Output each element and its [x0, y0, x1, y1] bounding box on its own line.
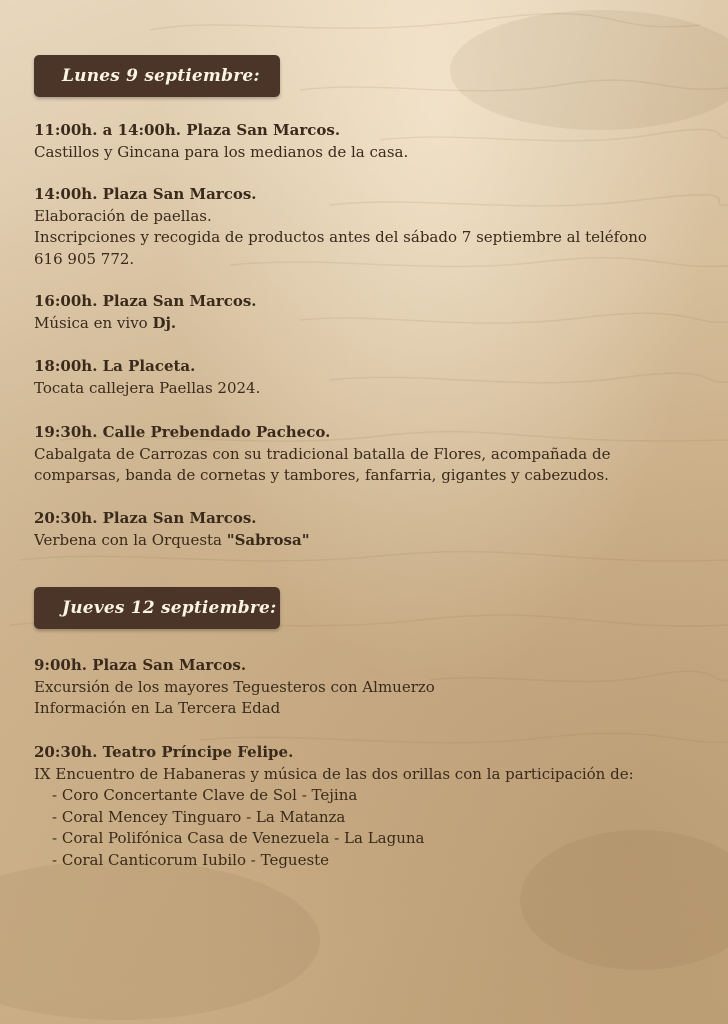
- event-time: 11:00h. a 14:00h. Plaza San Marcos.: [34, 121, 341, 139]
- event-description: Elaboración de paellas.: [34, 206, 212, 225]
- day-header-jueves: [34, 587, 280, 629]
- event-time: 20:30h. Plaza San Marcos.: [34, 509, 257, 527]
- event-item: [34, 184, 694, 270]
- day-header-label: Lunes 9 septiembre:: [62, 66, 260, 86]
- event-time: 9:00h. Plaza San Marcos.: [34, 656, 247, 674]
- event-description: [34, 530, 694, 552]
- event-item: [34, 655, 694, 720]
- event-description: Castillos y Gincana para los medianos de la casa.: [34, 142, 409, 161]
- event-description: IX Encuentro de Habaneras y música de las dos orillas con la participación de:: [34, 764, 634, 783]
- event-description: Inscripciones y recogida de productos antes del sábado 7 septiembre al teléfono: [34, 228, 647, 246]
- event-time: 19:30h. Calle Prebendado Pacheco.: [34, 423, 331, 441]
- list-item: - Coro Concertante Clave de Sol - Tejina: [52, 786, 358, 804]
- event-item: [34, 508, 694, 551]
- event-item: [34, 356, 694, 399]
- event-description: Cabalgata de Carrozas con su tradicional batalla de Flores, acompañada de: [34, 444, 611, 463]
- event-description: [34, 313, 694, 335]
- event-description: Excursión de los mayores Teguesteros con Almuerzo: [34, 677, 435, 696]
- list-item: - Coral Polifónica Casa de Venezuela - La Laguna: [52, 829, 425, 847]
- event-description: 616 905 772.: [34, 249, 135, 268]
- event-description-text: Verbena con la Orquesta: [34, 530, 227, 549]
- event-description-bold: Dj.: [152, 313, 177, 332]
- event-item: [34, 422, 694, 487]
- event-item: [34, 742, 694, 871]
- event-time: 14:00h. Plaza San Marcos.: [34, 185, 257, 203]
- event-description: Tocata callejera Paellas 2024.: [34, 378, 261, 397]
- event-time: 18:00h. La Placeta.: [34, 357, 196, 375]
- event-description: comparsas, banda de cornetas y tambores, fanfarria, gigantes y cabezudos.: [34, 466, 609, 484]
- event-item: [34, 291, 694, 334]
- event-time: 20:30h. Teatro Príncipe Felipe.: [34, 743, 294, 761]
- event-description: Información en La Tercera Edad: [34, 699, 281, 717]
- event-time: 16:00h. Plaza San Marcos.: [34, 292, 257, 310]
- event-description-text: Música en vivo: [34, 313, 153, 332]
- day-header-lunes: [34, 55, 280, 97]
- event-item: [34, 120, 694, 163]
- list-item: - Coral Mencey Tinguaro - La Matanza: [52, 807, 346, 826]
- list-item: - Coral Canticorum Iubilo - Tegueste: [52, 850, 330, 869]
- event-description-bold: "Sabrosa": [226, 530, 310, 549]
- day-header-label: Jueves 12 septiembre:: [62, 598, 277, 618]
